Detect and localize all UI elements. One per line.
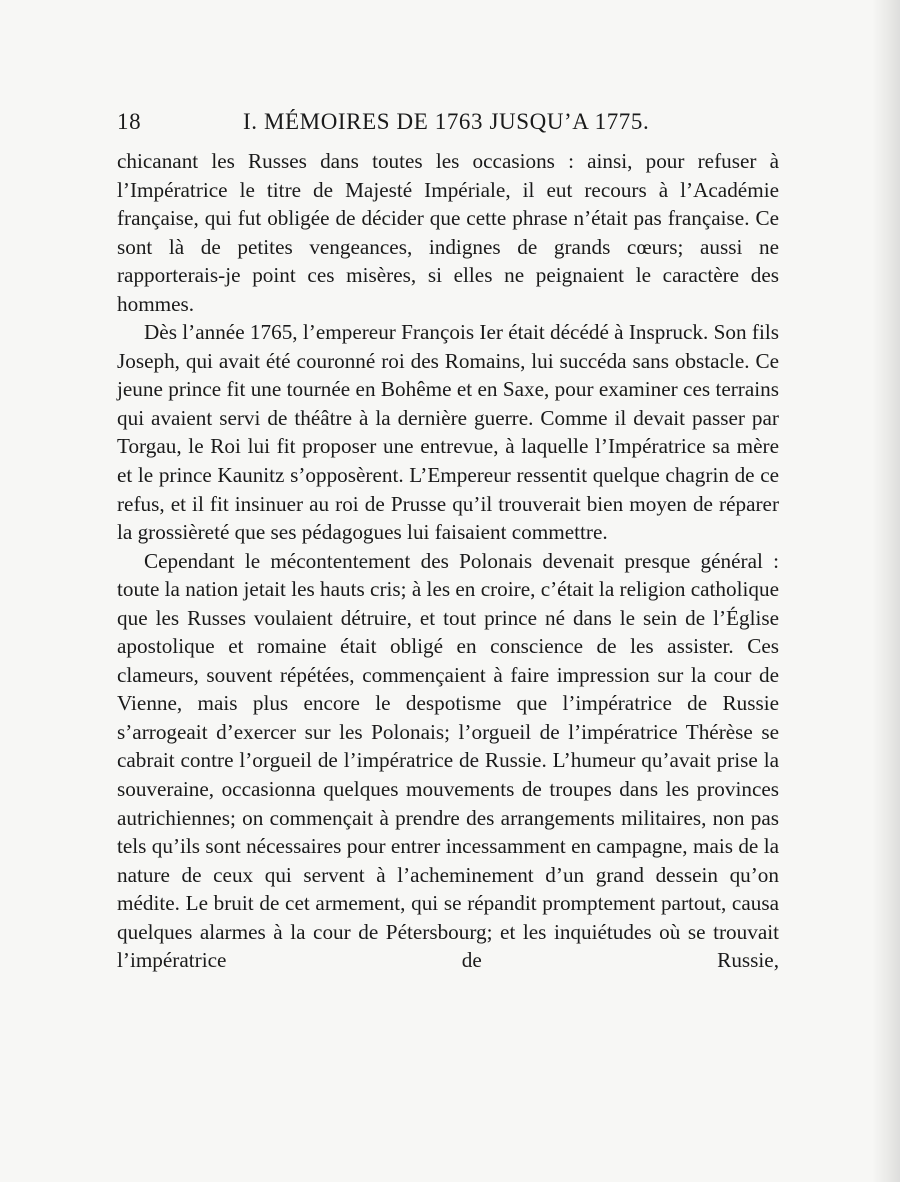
page-edge-shadow: [872, 0, 900, 1182]
paragraph-2: Dès l’année 1765, l’empereur François Ier était décédé à Inspruck. Son fils Joseph, qui avait été couronné roi des Romains, lui succéda sans obstacle. Ce jeune prince fit une tournée en Bohême et en Saxe, pour examiner ces terrains qui avaient servi de théâtre à la dernière guerre. Comme il devait passer par Torgau, le Roi lui fit proposer une entrevue, à laquelle l’Impératrice sa mère et le prince Kaunitz s’opposèrent. L’Empereur ressentit quelque chagrin de ce refus, et il fit insinuer au roi de Prusse qu’il trouverait bien moyen de réparer la grossièreté que ses pédagogues lui faisaient commettre.: [117, 320, 779, 545]
body-text: [117, 147, 779, 975]
paragraph-1: chicanant les Russes dans toutes les occasions : ainsi, pour refuser à l’Impératrice le titre de Majesté Impériale, il eut recours à l’Académie française, qui fut obligée de décider que cette phrase n’était pas française. Ce sont là de petites vengeances, indignes de grands cœurs; aussi ne rapporterais-je point ces misères, si elles ne peignaient le caractère des hommes.: [117, 149, 779, 316]
page-number: 18: [117, 109, 142, 134]
paragraph-3: Cependant le mécontentement des Polonais devenait presque général : toute la nation jetait les hauts cris; à les en croire, c’était la religion catholique que les Russes voulaient détruire, et tout prince né dans le sein de l’Église apostolique et romaine était obligé en conscience de les assister. Ces clameurs, souvent répétées, commençaient à faire impression sur la cour de Vienne, mais plus encore le despotisme que l’impératrice de Russie s’arrogeait d’exercer sur les Polonais; l’orgueil de l’impératrice Thérèse se cabrait contre l’orgueil de l’impératrice de Russie. L’humeur qu’avait prise la souveraine, occasionna quelques mouvements de troupes dans les provinces autrichiennes; on commençait à prendre des arrangements militaires, non pas tels qu’ils sont nécessaires pour entrer incessamment en campagne, mais de la nature de ceux qui servent à l’acheminement d’un grand dessein qu’on médite. Le bruit de cet armement, qui se répandit promptement partout, causa quelques alarmes à la cour de Pétersbourg; et les inquiétudes où se trouvait l’impératrice de Russie,: [117, 548, 779, 973]
chapter-running-title: I. MÉMOIRES DE 1763 JUSQU’A 1775.: [243, 109, 650, 134]
running-head: [117, 103, 779, 143]
